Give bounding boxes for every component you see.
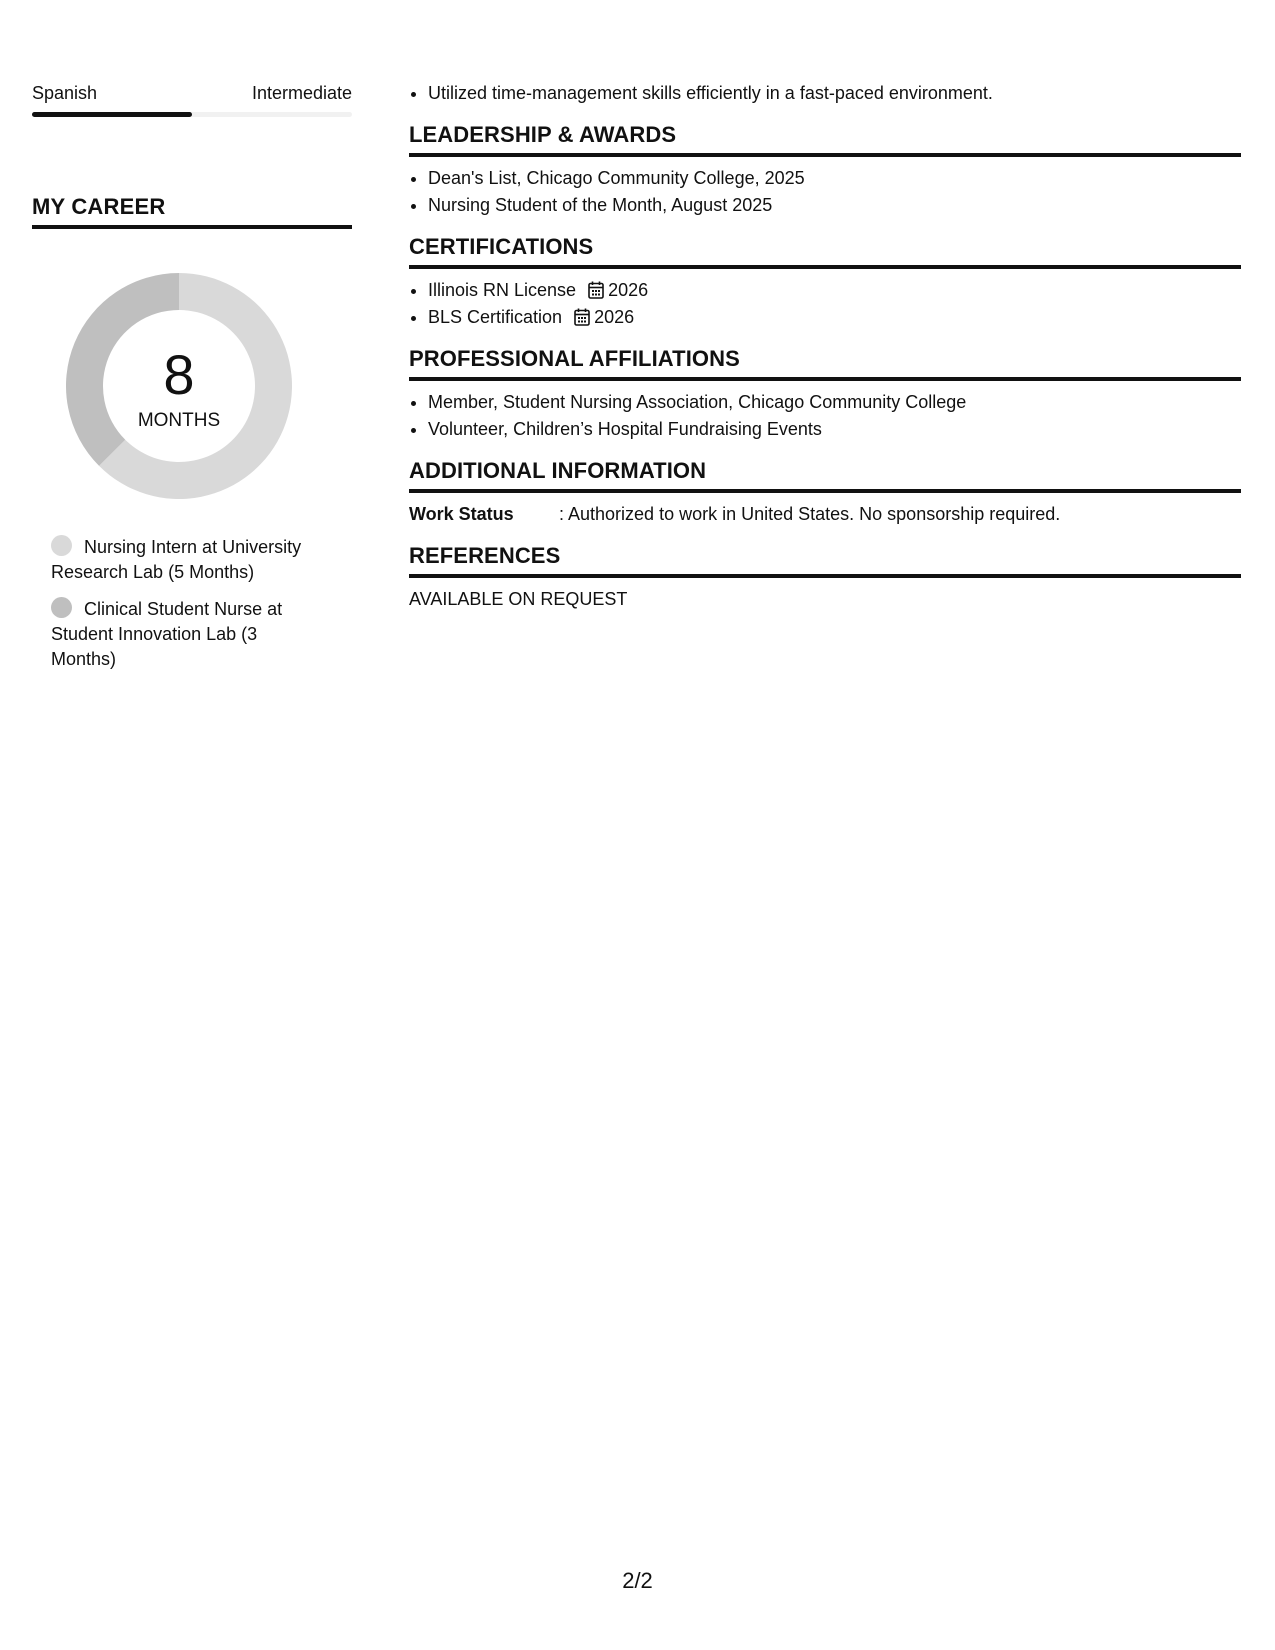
left-column — [32, 80, 352, 684]
additional-info-section — [409, 457, 1241, 528]
language-proficiency-fill — [32, 112, 192, 117]
work-status-label: Work Status — [409, 504, 514, 524]
list-item — [428, 304, 1241, 331]
career-section-title: MY CAREER — [32, 194, 166, 219]
list-item — [428, 277, 1241, 304]
legend-item — [51, 535, 321, 585]
section-title: LEADERSHIP & AWARDS — [409, 122, 677, 147]
list-item: • Nursing Student of the Month, August 2025 — [428, 192, 1241, 219]
section-rule — [409, 153, 1241, 157]
legend-dot-icon — [51, 597, 72, 618]
right-column — [409, 80, 1241, 613]
section-rule — [409, 574, 1241, 578]
section-title: PROFESSIONAL AFFILIATIONS — [409, 346, 740, 371]
language-level: Intermediate — [251, 83, 352, 103]
certification-year: 2026 — [594, 307, 635, 327]
list-item: • Volunteer, Children’s Hospital Fundraising Events — [428, 416, 1241, 443]
legend-label: Nursing Intern at University Research Lab (5 Months) — [51, 537, 302, 582]
certification-name: Illinois RN License — [428, 280, 577, 300]
references-section — [409, 542, 1241, 613]
legend-item — [51, 597, 321, 672]
work-status-value: : Authorized to work in United States. No sponsorship required. — [559, 504, 1061, 524]
references-text: AVAILABLE ON REQUEST — [409, 589, 628, 609]
donut-total-unit: MONTHS — [137, 410, 221, 431]
language-name: Spanish — [32, 83, 98, 103]
legend-dot-icon — [51, 535, 72, 556]
legend-label: Clinical Student Nurse at Student Innovation Lab (3 Months) — [51, 599, 283, 669]
list-item: • Dean's List, Chicago Community College, 2025 — [428, 165, 1241, 192]
leadership-section — [409, 121, 1241, 219]
list-item: • Member, Student Nursing Association, Chicago Community College — [428, 389, 1241, 416]
section-rule — [409, 265, 1241, 269]
career-donut-chart — [66, 273, 292, 499]
calendar-icon — [574, 308, 590, 326]
page-number: 2/2 — [622, 1568, 653, 1593]
work-status-row — [409, 501, 1241, 528]
donut-total-value: 8 — [163, 343, 195, 406]
certifications-section — [409, 233, 1241, 331]
list-item: • Utilized time-management skills efficiently in a fast-paced environment. — [428, 80, 1241, 107]
calendar-icon — [588, 281, 604, 299]
certification-year: 2026 — [608, 280, 649, 300]
language-proficiency-bar — [32, 112, 352, 117]
career-legend — [32, 535, 352, 672]
language-row — [32, 80, 352, 106]
section-title: REFERENCES — [409, 543, 561, 568]
certification-name: BLS Certification — [428, 307, 563, 327]
section-title: CERTIFICATIONS — [409, 234, 594, 259]
section-rule — [409, 489, 1241, 493]
section-title: ADDITIONAL INFORMATION — [409, 458, 707, 483]
section-rule — [409, 377, 1241, 381]
affiliations-section — [409, 345, 1241, 443]
career-section-rule — [32, 225, 352, 229]
experience-bullets — [409, 80, 1241, 107]
